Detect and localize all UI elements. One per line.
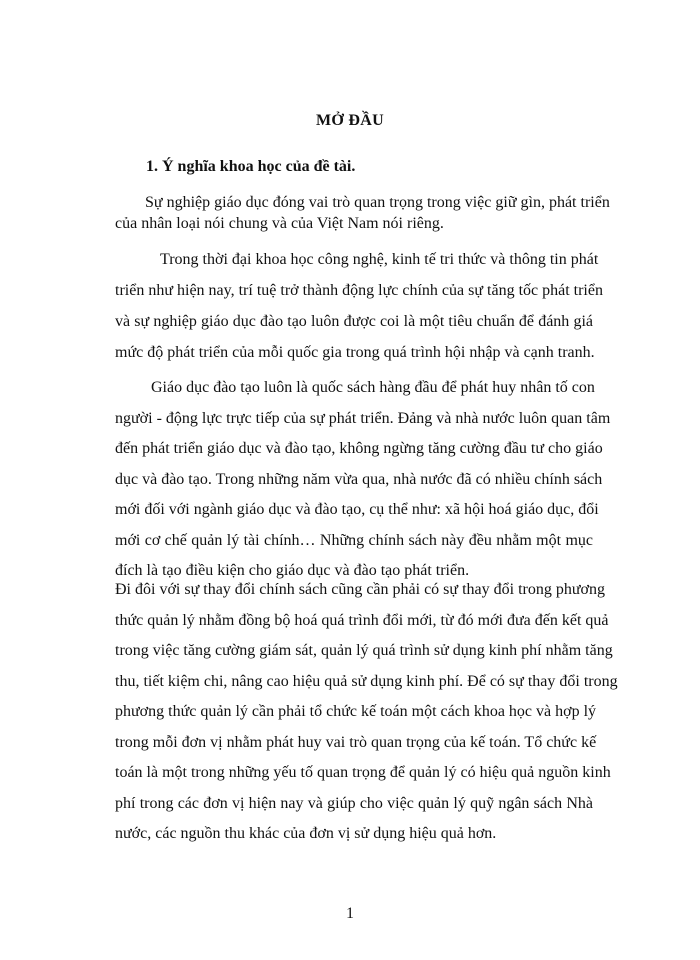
paragraph-line: của nhân loại nói chung và của Việt Nam nói riêng. xyxy=(115,215,444,232)
paragraph-3 xyxy=(115,373,611,587)
paragraph-line: thức quản lý nhằm đồng bộ hoá quá trình đổi mới, từ đó mới đưa đến kết quả xyxy=(115,611,609,629)
paragraph-line: dục và đào tạo. Trong những năm vừa qua, nhà nước đã có nhiều chính sách xyxy=(115,470,603,488)
paragraph-line: đến phát triển giáo dục và đào tạo, không ngừng tăng cường đầu tư cho giáo xyxy=(115,440,603,457)
paragraph-line: nước, các nguồn thu khác của đơn vị sử dụng hiệu quả hơn. xyxy=(115,825,497,842)
paragraph-line: phương thức quản lý cần phải tổ chức kế toán một cách khoa học và hợp lý xyxy=(115,703,597,720)
paragraph-line: đích là tạo điều kiện cho giáo dục và đào tạo phát triển. xyxy=(115,562,470,579)
page-number: 1 xyxy=(346,905,354,922)
paragraph-line: mới đối với ngành giáo dục và đào tạo, cụ thể như: xã hội hoá giáo dục, đổi xyxy=(115,501,599,518)
paragraph-line: Sự nghiệp giáo dục đóng vai trò quan trọng trong việc giữ gìn, phát triển xyxy=(145,194,610,211)
paragraph-line: triển như hiện nay, trí tuệ trở thành động lực chính của sự tăng tốc phát triển xyxy=(115,282,603,299)
paragraph-line: toán là một trong những yếu tố quan trọng để quản lý có hiệu quả nguồn kinh xyxy=(115,764,611,781)
paragraph-line: mới cơ chế quản lý tài chính… Những chính sách này đều nhằm một mục xyxy=(115,531,593,549)
paragraph-1 xyxy=(115,192,610,234)
paragraph-line: Đi đôi với sự thay đổi chính sách cũng cần phải có sự thay đổi trong phương xyxy=(115,581,605,598)
paragraph-line: Giáo dục đào tạo luôn là quốc sách hàng đầu để phát huy nhân tố con xyxy=(151,379,595,396)
paragraph-line: trong mỗi đơn vị nhằm phát huy vai trò quan trọng của kế toán. Tổ chức kế xyxy=(115,733,597,751)
paragraph-2 xyxy=(115,244,603,368)
paragraph-line: người - động lực trực tiếp của sự phát triển. Đảng và nhà nước luôn quan tâm xyxy=(115,409,611,427)
section-heading: 1. Ý nghĩa khoa học của đề tài. xyxy=(146,158,356,175)
paragraph-line: mức độ phát triển của mỗi quốc gia trong quá trình hội nhập và cạnh tranh. xyxy=(115,344,595,361)
paragraph-4 xyxy=(115,575,618,850)
paragraph-line: Trong thời đại khoa học công nghệ, kinh tế tri thức và thông tin phát xyxy=(160,251,599,268)
page-title: MỞ ĐẦU xyxy=(315,112,384,129)
paragraph-line: thu, tiết kiệm chi, nâng cao hiệu quả sử dụng kinh phí. Để có sự thay đổi trong xyxy=(115,672,618,690)
paragraph-line: phí trong các đơn vị hiện nay và giúp cho việc quản lý quỹ ngân sách Nhà xyxy=(115,794,593,812)
paragraph-line: và sự nghiệp giáo dục đào tạo luôn được coi là một tiêu chuẩn để đánh giá xyxy=(115,313,593,330)
paragraph-line: trong việc tăng cường giám sát, quản lý quá trình sử dụng kinh phí nhằm tăng xyxy=(115,642,613,659)
